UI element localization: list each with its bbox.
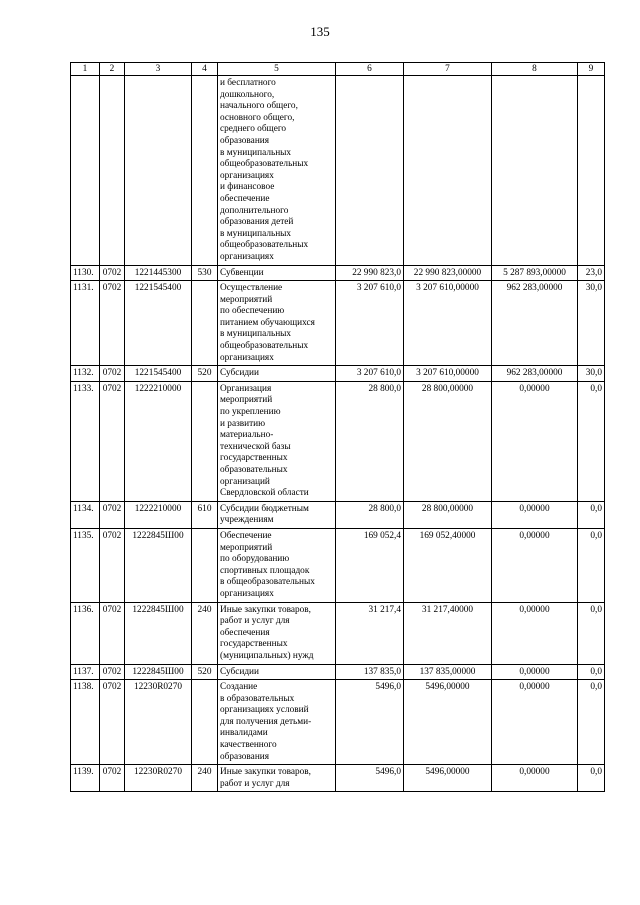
header-cell: 7 [404,63,492,76]
row-number: 1139. [71,765,100,792]
executed-sum: 0,00000 [492,680,578,765]
table-row [71,281,605,366]
item-name: Создание в образовательных организациях условий для получения детьми- инвалидами качественного образования [218,680,336,765]
planned-sum: 22 990 823,0 [336,265,404,281]
expense-type [192,281,218,366]
planned-sum-detailed: 31 217,40000 [404,602,492,664]
header-cell: 9 [578,63,605,76]
row-number: 1132. [71,366,100,382]
target-code: 1222845Ш00 [125,528,192,602]
target-code: 1221445300 [125,265,192,281]
planned-sum-detailed: 28 800,00000 [404,501,492,528]
section-code: 0702 [100,381,125,501]
planned-sum: 3 207 610,0 [336,281,404,366]
planned-sum: 169 052,4 [336,528,404,602]
header-row [71,63,605,76]
planned-sum-detailed [404,76,492,266]
execution-percent: 0,0 [578,680,605,765]
row-number: 1137. [71,664,100,680]
executed-sum: 0,00000 [492,381,578,501]
section-code: 0702 [100,366,125,382]
row-number: 1138. [71,680,100,765]
expense-type: 520 [192,664,218,680]
table-row [71,501,605,528]
header-cell: 3 [125,63,192,76]
executed-sum: 0,00000 [492,664,578,680]
expense-type [192,680,218,765]
item-name: Обеспечение мероприятий по оборудованию спортивных площадок в общеобразовательных организациях [218,528,336,602]
target-code [125,76,192,266]
section-code: 0702 [100,501,125,528]
target-code: 12230R0270 [125,765,192,792]
planned-sum-detailed: 5496,00000 [404,680,492,765]
target-code: 1222845Ш00 [125,664,192,680]
header-cell: 1 [71,63,100,76]
executed-sum: 962 283,00000 [492,281,578,366]
item-name: и бесплатного дошкольного, начального общего, основного общего, среднего общего образования в муниципальных общеобразовательных организациях и финансовое обеспечение дополнительного образования детей в муниципальных общеобразовательных организациях [218,76,336,266]
table-row [71,602,605,664]
planned-sum: 28 800,0 [336,381,404,501]
item-name: Субвенции [218,265,336,281]
planned-sum-detailed: 5496,00000 [404,765,492,792]
execution-percent: 23,0 [578,265,605,281]
header-cell: 8 [492,63,578,76]
planned-sum: 137 835,0 [336,664,404,680]
section-code: 0702 [100,528,125,602]
target-code: 1222210000 [125,381,192,501]
planned-sum-detailed: 28 800,00000 [404,381,492,501]
table-row [71,664,605,680]
header-cell: 6 [336,63,404,76]
section-code [100,76,125,266]
section-code: 0702 [100,765,125,792]
header-cell: 2 [100,63,125,76]
target-code: 1222210000 [125,501,192,528]
expense-type: 520 [192,366,218,382]
row-number: 1131. [71,281,100,366]
executed-sum [492,76,578,266]
expense-type: 240 [192,602,218,664]
section-code: 0702 [100,680,125,765]
item-name: Субсидии [218,366,336,382]
execution-percent: 0,0 [578,528,605,602]
execution-percent: 0,0 [578,381,605,501]
page-number: 135 [310,24,330,39]
execution-percent: 0,0 [578,765,605,792]
execution-percent: 0,0 [578,602,605,664]
planned-sum: 31 217,4 [336,602,404,664]
target-code: 1221545400 [125,281,192,366]
row-number: 1136. [71,602,100,664]
expense-type: 530 [192,265,218,281]
row-number [71,76,100,266]
planned-sum: 5496,0 [336,765,404,792]
expense-type: 610 [192,501,218,528]
table-row [71,680,605,765]
item-name: Иные закупки товаров, работ и услуг для обеспечения государственных (муниципальных) нужд [218,602,336,664]
header-cell: 5 [218,63,336,76]
table-row [71,381,605,501]
executed-sum: 0,00000 [492,765,578,792]
execution-percent: 30,0 [578,281,605,366]
expense-type: 240 [192,765,218,792]
planned-sum-detailed: 169 052,40000 [404,528,492,602]
planned-sum-detailed: 3 207 610,00000 [404,281,492,366]
executed-sum: 5 287 893,00000 [492,265,578,281]
target-code: 1221545400 [125,366,192,382]
execution-percent: 30,0 [578,366,605,382]
executed-sum: 962 283,00000 [492,366,578,382]
section-code: 0702 [100,602,125,664]
planned-sum: 28 800,0 [336,501,404,528]
executed-sum: 0,00000 [492,602,578,664]
row-number: 1130. [71,265,100,281]
budget-table [70,62,605,792]
expense-type [192,528,218,602]
table-row [71,265,605,281]
section-code: 0702 [100,664,125,680]
planned-sum [336,76,404,266]
expense-type [192,381,218,501]
section-code: 0702 [100,265,125,281]
execution-percent [578,76,605,266]
section-code: 0702 [100,281,125,366]
row-number: 1134. [71,501,100,528]
table-row [71,528,605,602]
item-name: Организация мероприятий по укреплению и развитию материально- технической базы государственных образовательных организаций Свердловской области [218,381,336,501]
table-row [71,76,605,266]
expense-type [192,76,218,266]
table-row [71,366,605,382]
executed-sum: 0,00000 [492,501,578,528]
planned-sum-detailed: 22 990 823,00000 [404,265,492,281]
item-name: Иные закупки товаров, работ и услуг для [218,765,336,792]
execution-percent: 0,0 [578,501,605,528]
planned-sum: 5496,0 [336,680,404,765]
planned-sum-detailed: 3 207 610,00000 [404,366,492,382]
table-row [71,765,605,792]
executed-sum: 0,00000 [492,528,578,602]
header-cell: 4 [192,63,218,76]
row-number: 1135. [71,528,100,602]
target-code: 12230R0270 [125,680,192,765]
target-code: 1222845Ш00 [125,602,192,664]
item-name: Субсидии бюджетным учреждениям [218,501,336,528]
item-name: Субсидии [218,664,336,680]
execution-percent: 0,0 [578,664,605,680]
row-number: 1133. [71,381,100,501]
planned-sum: 3 207 610,0 [336,366,404,382]
planned-sum-detailed: 137 835,00000 [404,664,492,680]
item-name: Осуществление мероприятий по обеспечению питанием обучающихся в муниципальных общеобразовательных организациях [218,281,336,366]
